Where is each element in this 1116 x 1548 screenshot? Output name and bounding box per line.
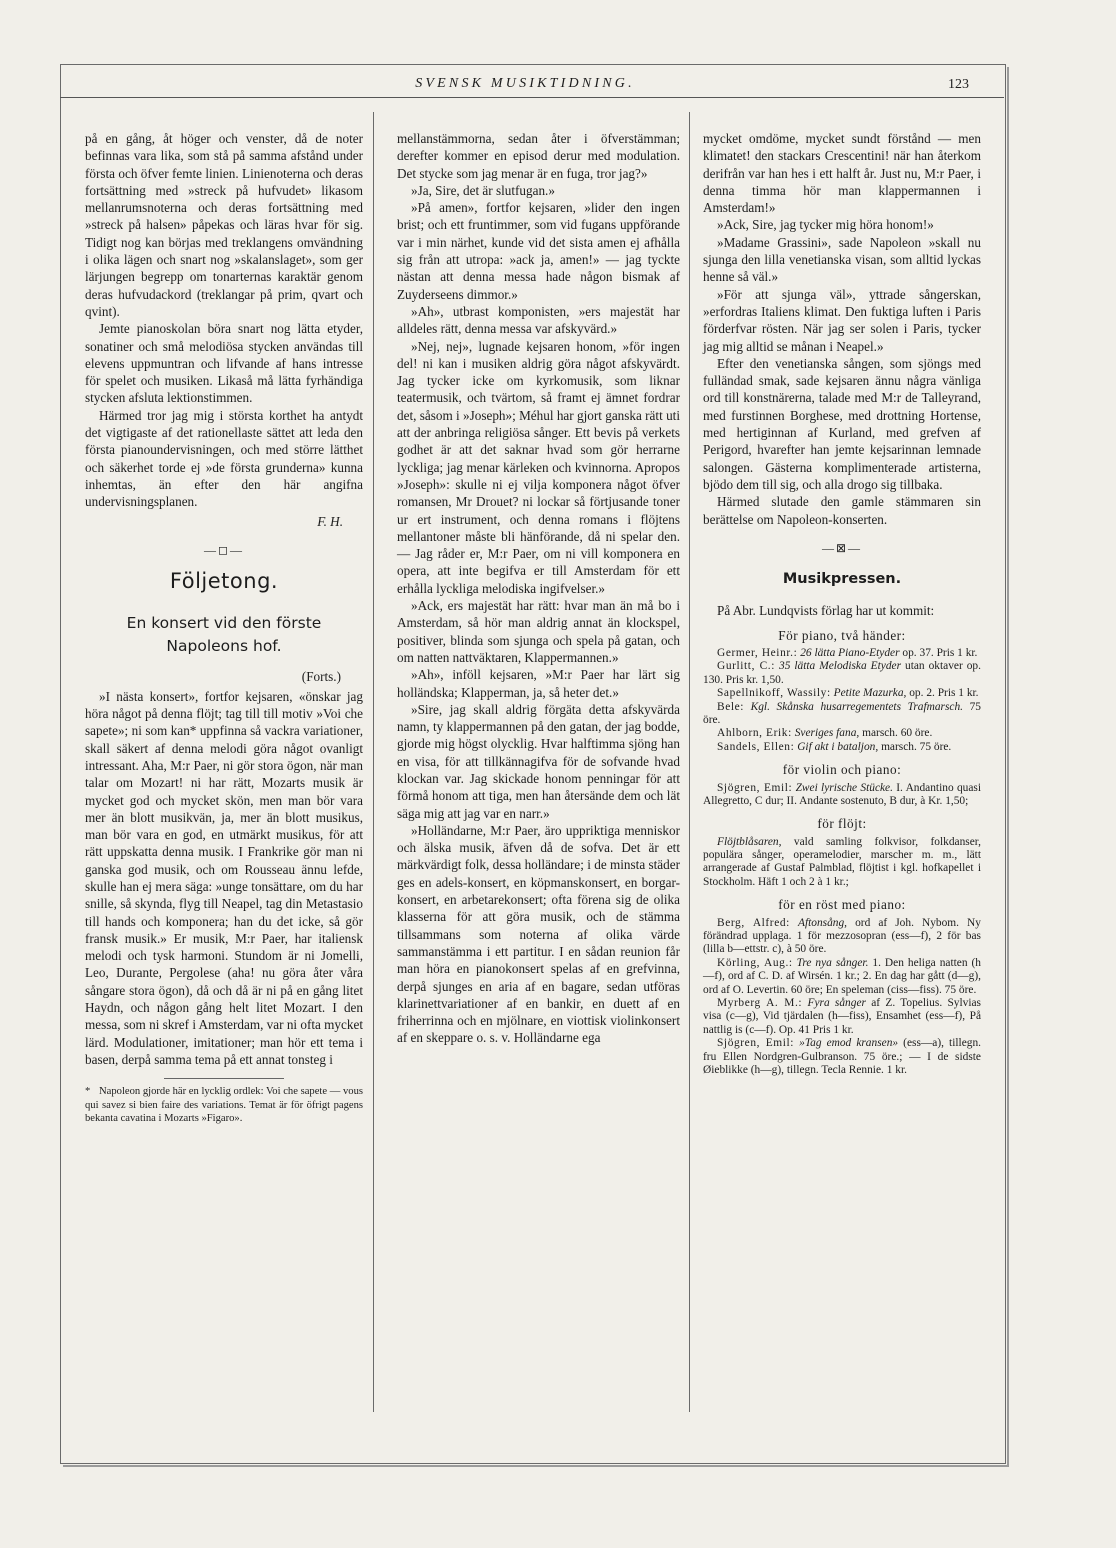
entry-composer: Sapellnikoff, Wassily:: [717, 687, 831, 700]
footnote: [85, 1085, 363, 1126]
listing-heading: för violin och piano:: [782, 762, 902, 778]
column-rule: [373, 112, 374, 1412]
listing-entry: [703, 917, 981, 957]
paragraph: »Ah», utbrast komponisten, »ers majestät har alldeles rätt, denna messa var afskyvärd.»: [397, 303, 680, 337]
listing-heading: för en röst med piano:: [778, 897, 906, 913]
paragraph: »Ack, ers majestät har rätt: hvar man än må bo i Amsterdam, så hör man aldrig annat än klockspel, positiver, blinda som sjunga och spela på gatan, och om natten nattväktaren, Klappermannen.»: [397, 598, 680, 665]
entry-title: Fyra sånger: [807, 997, 866, 1010]
listing-entry: [703, 660, 981, 687]
listing-entry: [703, 687, 981, 700]
page-number: 123: [948, 77, 969, 92]
running-head: SVENSK MUSIKTIDNING.: [415, 76, 635, 91]
paragraph: »Nej, nej», lugnade kejsaren honom, »för ingen del! ni kan i musiken aldrig göra något afskyvärdt. Jag tycker icke om kyrkomusik, som liknar teatermusik, och tvärtom, så framt ej ämnet fordrar det, såsom i »Joseph»; Méhul har gjort ganska rätt uti att der anbringa religiösa sånger. Ett bevis på verkets godhet är att det saknar hvad som gör herrarne lyckliga; jag menar kärleken och kvinnorna. Apropos »Joseph»: skulle ni ej vilja komponera något öfver romansen, Mr Drouet? ni lockar så förtjusande toner ur ert instrument, och denna romans i flöjtens mellantoner måste bli hänförande, då ni spelar den. — Jag råder er, M:r Paer, om ni vill komponera en opera, att inte begifva er till Amsterdam för ett erhålla lyckliga melodiska ingifvelser.»: [397, 338, 680, 596]
entry-details: marsch. 75 öre.: [881, 740, 952, 753]
entry-title: Gif akt i bataljon,: [797, 740, 879, 753]
column-rule: [689, 112, 690, 1412]
entry-title: Tre nya sånger.: [796, 956, 869, 969]
listing-heading: för flöjt:: [817, 816, 867, 832]
entry-title: Petite Mazurka,: [833, 687, 907, 700]
entry-title: Sveriges fana,: [794, 727, 860, 740]
listing-entry: [703, 727, 981, 740]
entry-composer: Körling, Aug.:: [717, 956, 793, 969]
entry-details: I. Andantino quasi Allegretto, C dur; II. Andante sostenuto, B dur, à Kr. 1,50;: [703, 781, 981, 807]
signature: F. H.: [317, 513, 343, 529]
music-listing: [703, 627, 981, 1078]
music-intro: På Abr. Lundqvists förlag har ut kommit:: [717, 603, 935, 619]
listing-entry: [703, 782, 981, 809]
entry-details: utan oktaver op. 130. Pris kr. 1,50.: [703, 660, 981, 686]
entry-composer: Sjögren, Emil:: [717, 781, 793, 794]
entry-title: 35 lätta Melodiska Etyder: [779, 660, 902, 673]
listing-entry: [703, 997, 981, 1037]
entry-title: 26 lätta Piano-Etyder: [800, 647, 900, 660]
entry-title: Flöjtblåsaren,: [717, 835, 782, 848]
entry-composer: Bele:: [717, 700, 745, 713]
paragraph: Jemte pianoskolan böra snart nog lätta etyder, sonatiner och små melodiösa stycken användas till elevens uppmuntran och lifvande af hans intresse för spelet och musiken. Likaså må lätta fyrhändiga stycken afsluta lektionstimmen.: [85, 321, 363, 406]
paragraph: Härmed tror jag mig i största korthet ha antydt det vigtigaste af det rationellaste sättet att leda den första pianoundervisningen, och med större lätthet och säkerhet torde ej »de första grunderna» kunna inhemtas, än efter den här angifna undervisningsplanen.: [85, 407, 363, 510]
listing-entry: [703, 647, 981, 660]
entry-details: op. 37. Pris 1 kr.: [902, 647, 978, 660]
entry-composer: Myrberg A. M.:: [717, 997, 803, 1010]
column-right: [703, 130, 981, 1077]
listing-heading: För piano, två händer:: [778, 627, 906, 643]
entry-details: vald samling folkvisor, folkdanser, populära sånger, operamelodier, marscher m. m., lätt arrangerade af Gustaf Palmblad, flöjtist i kgl. hofkapellet i Stockholm. Häft 1 och 2 à 1 kr.;: [703, 835, 981, 888]
paragraph: »I nästa konsert», fortfor kejsaren, «önskar jag höra något på denna flöjt; tag till till motiv »Voi che sapete»; ni som kan* uppfinna så vackra variationer, skall säkert af denna melodi göra något ovanligt intressant. Aha, M:r Paer, ni gör stora ögon, när man talar om Mozart! ni har rätt, Mozarts musik är mycket god och mycket skön, men man bör vara mer än blott musikvän, ja, mer än blott musikus, man bör vara en god, en utmärkt musikus, för att rätt uppskatta denna musik. I Frankrike gör man ni ganska god musik, och om Rousseau ännu lefde, skulle han ej mera säga: »unge tonsättare, om du har snille, så skynda, flyg till Neapel, tag din Metastasio till hands och komponera; han du det icke, så gör fransk musik.» Er musik, M:r Paer, har italiensk melodi och tysk harmoni. Stundom är ni Jomelli, Leo, Durante, Pergolese (aha! nu göra åter våra sångare stora ögon), då och då är ni på en gång litet Haydn, och någon gång helt litet Mozart. I den messa, som ni skref i Amsterdam, var ni ofta mycket lärd. Modulationer, imitationer; man hör ett tema i basen, derpå samma tema på ett annat tonsteg i: [85, 688, 363, 1067]
footnote-mark: *: [85, 1086, 91, 1098]
paragraph: »Madame Grassini», sade Napoleon »skall nu sjunga den lilla venetianska visan, som alltid lyckas henne så väl.»: [703, 234, 981, 285]
column-left: [85, 130, 363, 1126]
column-middle: [397, 130, 680, 1047]
entry-title: »Tag emod kransen»: [799, 1037, 899, 1050]
entry-composer: Berg, Alfred:: [717, 916, 790, 929]
entry-details: marsch. 60 öre.: [862, 727, 933, 740]
section-title-foljetong: Följetong.: [169, 569, 279, 594]
section-divider: —◻—: [204, 542, 244, 557]
paragraph: Efter den venetianska sången, som sjöngs med fulländad smak, sade kejsaren ännu några vänliga ord till konstnärerna, talade med M:r de Talleyrand, med furstinnen Borghese, med drottning Hortense, med hertiginnan af Kurland, med grefven af Perigord, hvarefter han jemte kejsarinnan lemnade salongen. Gästerna komplimenterade artisterna, bjödo dem till sig, och alla drogo sig tillbaka.: [703, 355, 981, 492]
entry-details: (ess—a), tillegn. fru Ellen Nordgren-Gulbranson. 75 öre.; — I de sidste Øieblikke (h—g), tillegn. Tecla Rennie. 1 kr.: [703, 1037, 981, 1077]
entry-title: Kgl. Skånska husarregementets Trafmarsch.: [750, 700, 963, 713]
entry-details: 1. Den heliga natten (h—f), ord af C. D. af Wirsén. 1 kr.; 2. En dag har gått (d—g), ord af O. Levertin. 60 öre; En speleman (ciss—fiss). 75 öre.: [703, 956, 981, 996]
paragraph: på en gång, åt höger och venster, då de noter befinnas vara lika, som stå på samma afstånd under första och öfver femte linien. Linienoterna och deras fortsättning med »streck på hufvudet» likasom mellanrumsnoterna och deras fortsättning med »streck på halsen» påpekas och läras hvar för sig. Tidigt nog kan börjas med treklangens omvändning i olika lägen och snart nog »skalanslaget», som ger lärjungen begrepp om tonarternas karaktär genom deras hufvudackord (treklangar på prim, qvart och qvint).: [85, 131, 363, 319]
paragraph: mellanstämmorna, sedan åter i öfverstämman; derefter kommer en episod derur med modulation. Det stycke som jag menar är en fuga, tror jag?»: [397, 131, 680, 181]
article-title: En konsert vid den förste Napoleons hof.: [126, 614, 322, 656]
entry-details: af Z. Topelius. Sylvias visa (c—g), Vid tjärdalen (h—fiss), Ensamhet (ess—f), På nattlig is (c—f). Op. 41 Pris 1 kr.: [703, 997, 981, 1036]
entry-details: ord af Joh. Nybom. Ny förändrad upplaga. 1 för mezzosopran (ess—f), 2 för bas (lilla b—ettstr. c), à 50 öre.: [703, 916, 981, 956]
entry-composer: Gurlitt, C.:: [717, 660, 776, 673]
entry-composer: Sjögren, Emil:: [717, 1037, 795, 1050]
header-rule: [60, 97, 1004, 98]
listing-entry: [703, 1037, 981, 1077]
entry-title: Zwei lyrische Stücke.: [795, 781, 893, 794]
continuation-note: (Forts.): [301, 669, 341, 685]
listing-entry: [703, 836, 981, 890]
paragraph: »Sire, jag skall aldrig förgäta detta afskyvärda namn, ty klappermannen på den gatan, der jag bodde, gjorde mig högst olycklig. Hvar halftimma sjöng han en visa, för att tillkännagifva för de sofvande hvad klockan var. Jag skickade honom penningar för att förmå honom att tiga, men han återsände dem och lät säga mig att jag var en narr.»: [397, 701, 680, 821]
paragraph: »På amen», fortfor kejsaren, »lider den ingen brist; och ett fruntimmer, som vid fugans uppförande var i min närhet, kunde vid det sista amen ej afhålla sig från att utropa: »ack ja, amen!» — jag tyckte nästan att denna messa hade någon bismak af Zuyderseens dimmor.»: [397, 200, 680, 302]
paragraph: Härmed slutade den gamle stämmaren sin berättelse om Napoleon-konserten.: [703, 494, 981, 527]
entry-composer: Germer, Heinr.:: [717, 647, 798, 660]
paragraph: mycket omdöme, mycket sundt förstånd — men klimatet! den stackars Crescentini! när han återkom derifrån var han hes i ett halft år. Just nu, M:r Paer, i denna timma hör man klappermannen i Amsterdam!»: [703, 131, 981, 216]
listing-entry: [703, 701, 981, 728]
paragraph: »Ja, Sire, det är slutfugan.»: [411, 182, 555, 198]
entry-composer: Sandels, Ellen:: [717, 740, 795, 753]
listing-entry: [703, 741, 981, 754]
entry-details: 75 öre.: [703, 700, 981, 727]
paragraph: »Ack, Sire, jag tycker mig höra honom!»: [717, 217, 934, 233]
entry-title: Aftonsång,: [797, 916, 848, 929]
footnote-rule: [164, 1078, 284, 1079]
paragraph: »För att sjunga väl», yttrade sångerskan, »erfordras Italiens klimat. Den fuktiga luften i Paris förderfvar rösten. När jag ser solen i Paris, tycker jag mig alltid se månan i Neapel.»: [703, 286, 981, 354]
entry-composer: Ahlborn, Erik:: [717, 727, 792, 740]
footnote-text: Napoleon gjorde här en lycklig ordlek: Voi che sapete — vous qui savez si bien faire des variations. Temat är för öfrigt pagens bekanta cavatina i Mozarts »Figaro».: [85, 1086, 363, 1125]
section-divider: —⊠—: [821, 540, 863, 555]
entry-details: op. 2. Pris 1 kr.: [909, 687, 979, 700]
listing-entry: [703, 957, 981, 997]
paragraph: »Ah», inföll kejsaren, »M:r Paer har lärt sig holländska; Klapperman, ja, så heter det.»: [397, 667, 680, 700]
section-title-musikpressen: Musikpressen.: [782, 571, 902, 588]
paragraph: »Holländarne, M:r Paer, äro uppriktiga menniskor och älska musik, äfven då de sofva. Det är ett märkvärdigt folk, dessa holländare; i de minsta städer ges en adels-konsert, en köpmanskonsert, en borgar-konsert, en arbetarekonsert; ofta förena sig de olika klasserna för att göra musik, och de stämma tillsammans som noterna af olika värde sammanstämma i ett partitur. I en sådan reunion får man höra en pianokonsert spelas af en grefvinna, derpå sjunges en aria af en bagare, sedan utföras klarinettvariationer af en bankir, en duett af en friherrinna och en mjölnare, en viottisk violinkonsert af en skeppare o. s. v. Holländarne ega: [397, 822, 680, 1046]
